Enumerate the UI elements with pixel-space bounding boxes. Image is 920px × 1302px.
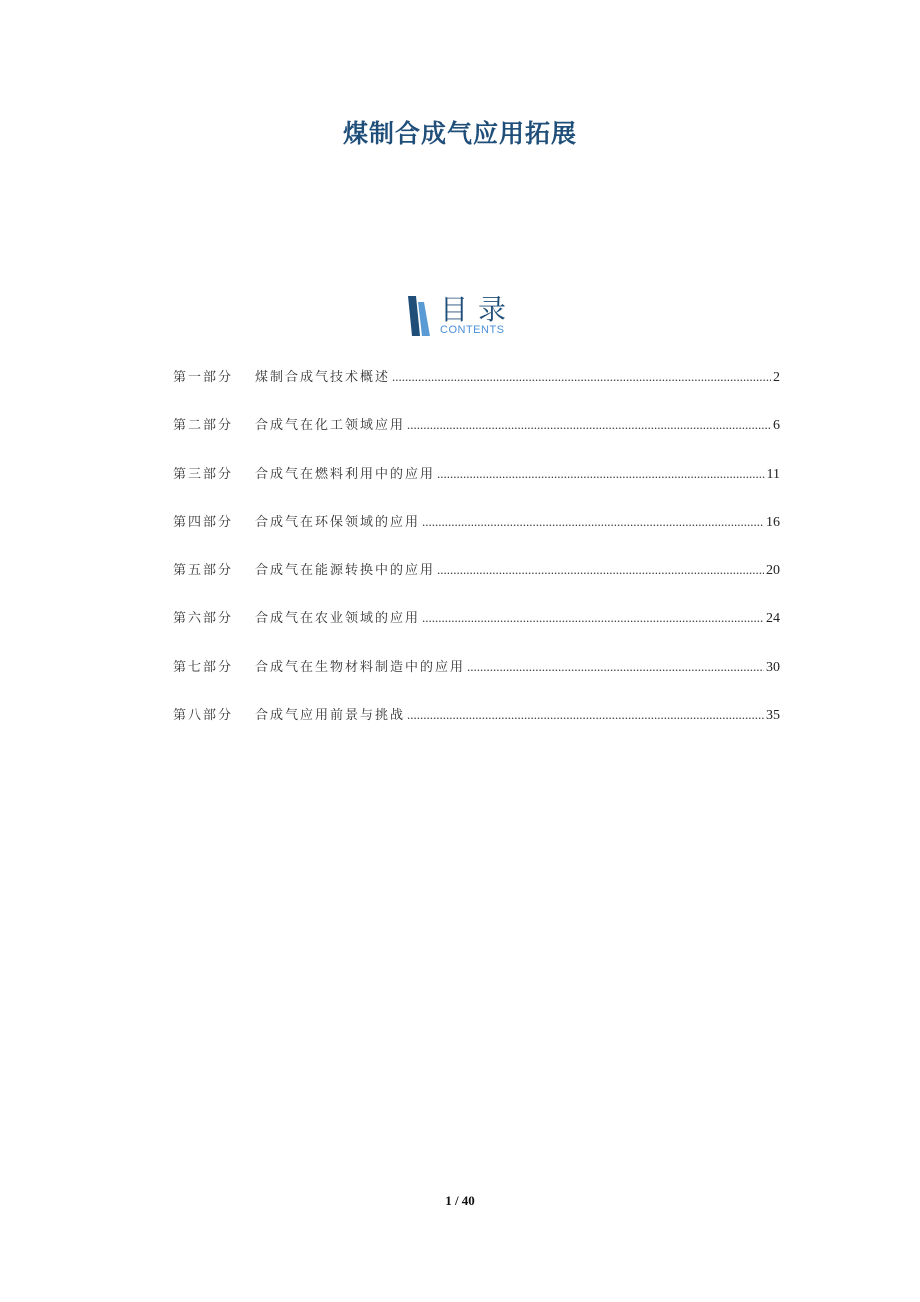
toc-item-page: 20: [766, 563, 780, 579]
toc-logo-icon: [406, 296, 432, 336]
document-title: 煤制合成气应用拓展: [342, 119, 577, 148]
toc-item-part: 第七部分: [173, 659, 234, 675]
toc-item-label: 合成气在生物材料制造中的应用: [255, 659, 466, 675]
toc-item-part: 第一部分: [173, 370, 234, 385]
toc-item-page: 30: [766, 659, 780, 675]
toc-item-leader: [437, 466, 765, 482]
toc-item-label: 合成气在环保领域的应用: [255, 514, 421, 530]
toc-item-label: 合成气在农业领域的应用: [255, 611, 421, 627]
toc-header: [406, 294, 526, 340]
toc-item-label: 煤制合成气技术概述: [255, 370, 391, 385]
toc-item-part: 第八部分: [173, 708, 234, 724]
page-indicator: 1 / 40: [445, 1193, 475, 1208]
toc-item-leader: [392, 369, 771, 385]
toc-item-7[interactable]: [173, 656, 780, 704]
toc-item-part: 第四部分: [173, 514, 234, 530]
toc-subheading: CONTENTS: [440, 324, 505, 336]
toc-item-leader: [407, 417, 771, 433]
toc-item-label: 合成气应用前景与挑战: [255, 708, 406, 724]
toc-item-page: 24: [766, 611, 780, 627]
toc-item-page: 6: [773, 418, 780, 434]
toc-list: [173, 366, 780, 752]
toc-item-6[interactable]: [173, 607, 780, 655]
toc-item-leader: [407, 707, 764, 723]
toc-item-page: 35: [766, 708, 780, 724]
toc-item-label: 合成气在能源转换中的应用: [255, 563, 436, 579]
toc-item-label: 合成气在化工领域应用: [255, 418, 406, 434]
toc-item-2[interactable]: [173, 414, 780, 462]
toc-item-4[interactable]: [173, 511, 780, 559]
toc-item-page: 2: [773, 370, 780, 385]
toc-item-leader: [422, 610, 764, 626]
toc-item-part: 第五部分: [173, 563, 234, 579]
toc-item-part: 第六部分: [173, 611, 234, 627]
toc-item-part: 第三部分: [173, 466, 234, 482]
toc-item-1[interactable]: [173, 366, 780, 414]
toc-item-part: 第二部分: [173, 418, 234, 434]
toc-item-5[interactable]: [173, 559, 780, 607]
toc-item-8[interactable]: [173, 704, 780, 752]
toc-item-label: 合成气在燃料利用中的应用: [255, 466, 436, 482]
toc-heading: 目录: [440, 293, 517, 326]
toc-item-leader: [437, 562, 764, 578]
toc-item-3[interactable]: [173, 463, 780, 511]
toc-item-page: 11: [766, 466, 780, 482]
toc-item-page: 16: [766, 514, 780, 530]
toc-item-leader: [467, 659, 764, 675]
toc-item-leader: [422, 514, 764, 530]
